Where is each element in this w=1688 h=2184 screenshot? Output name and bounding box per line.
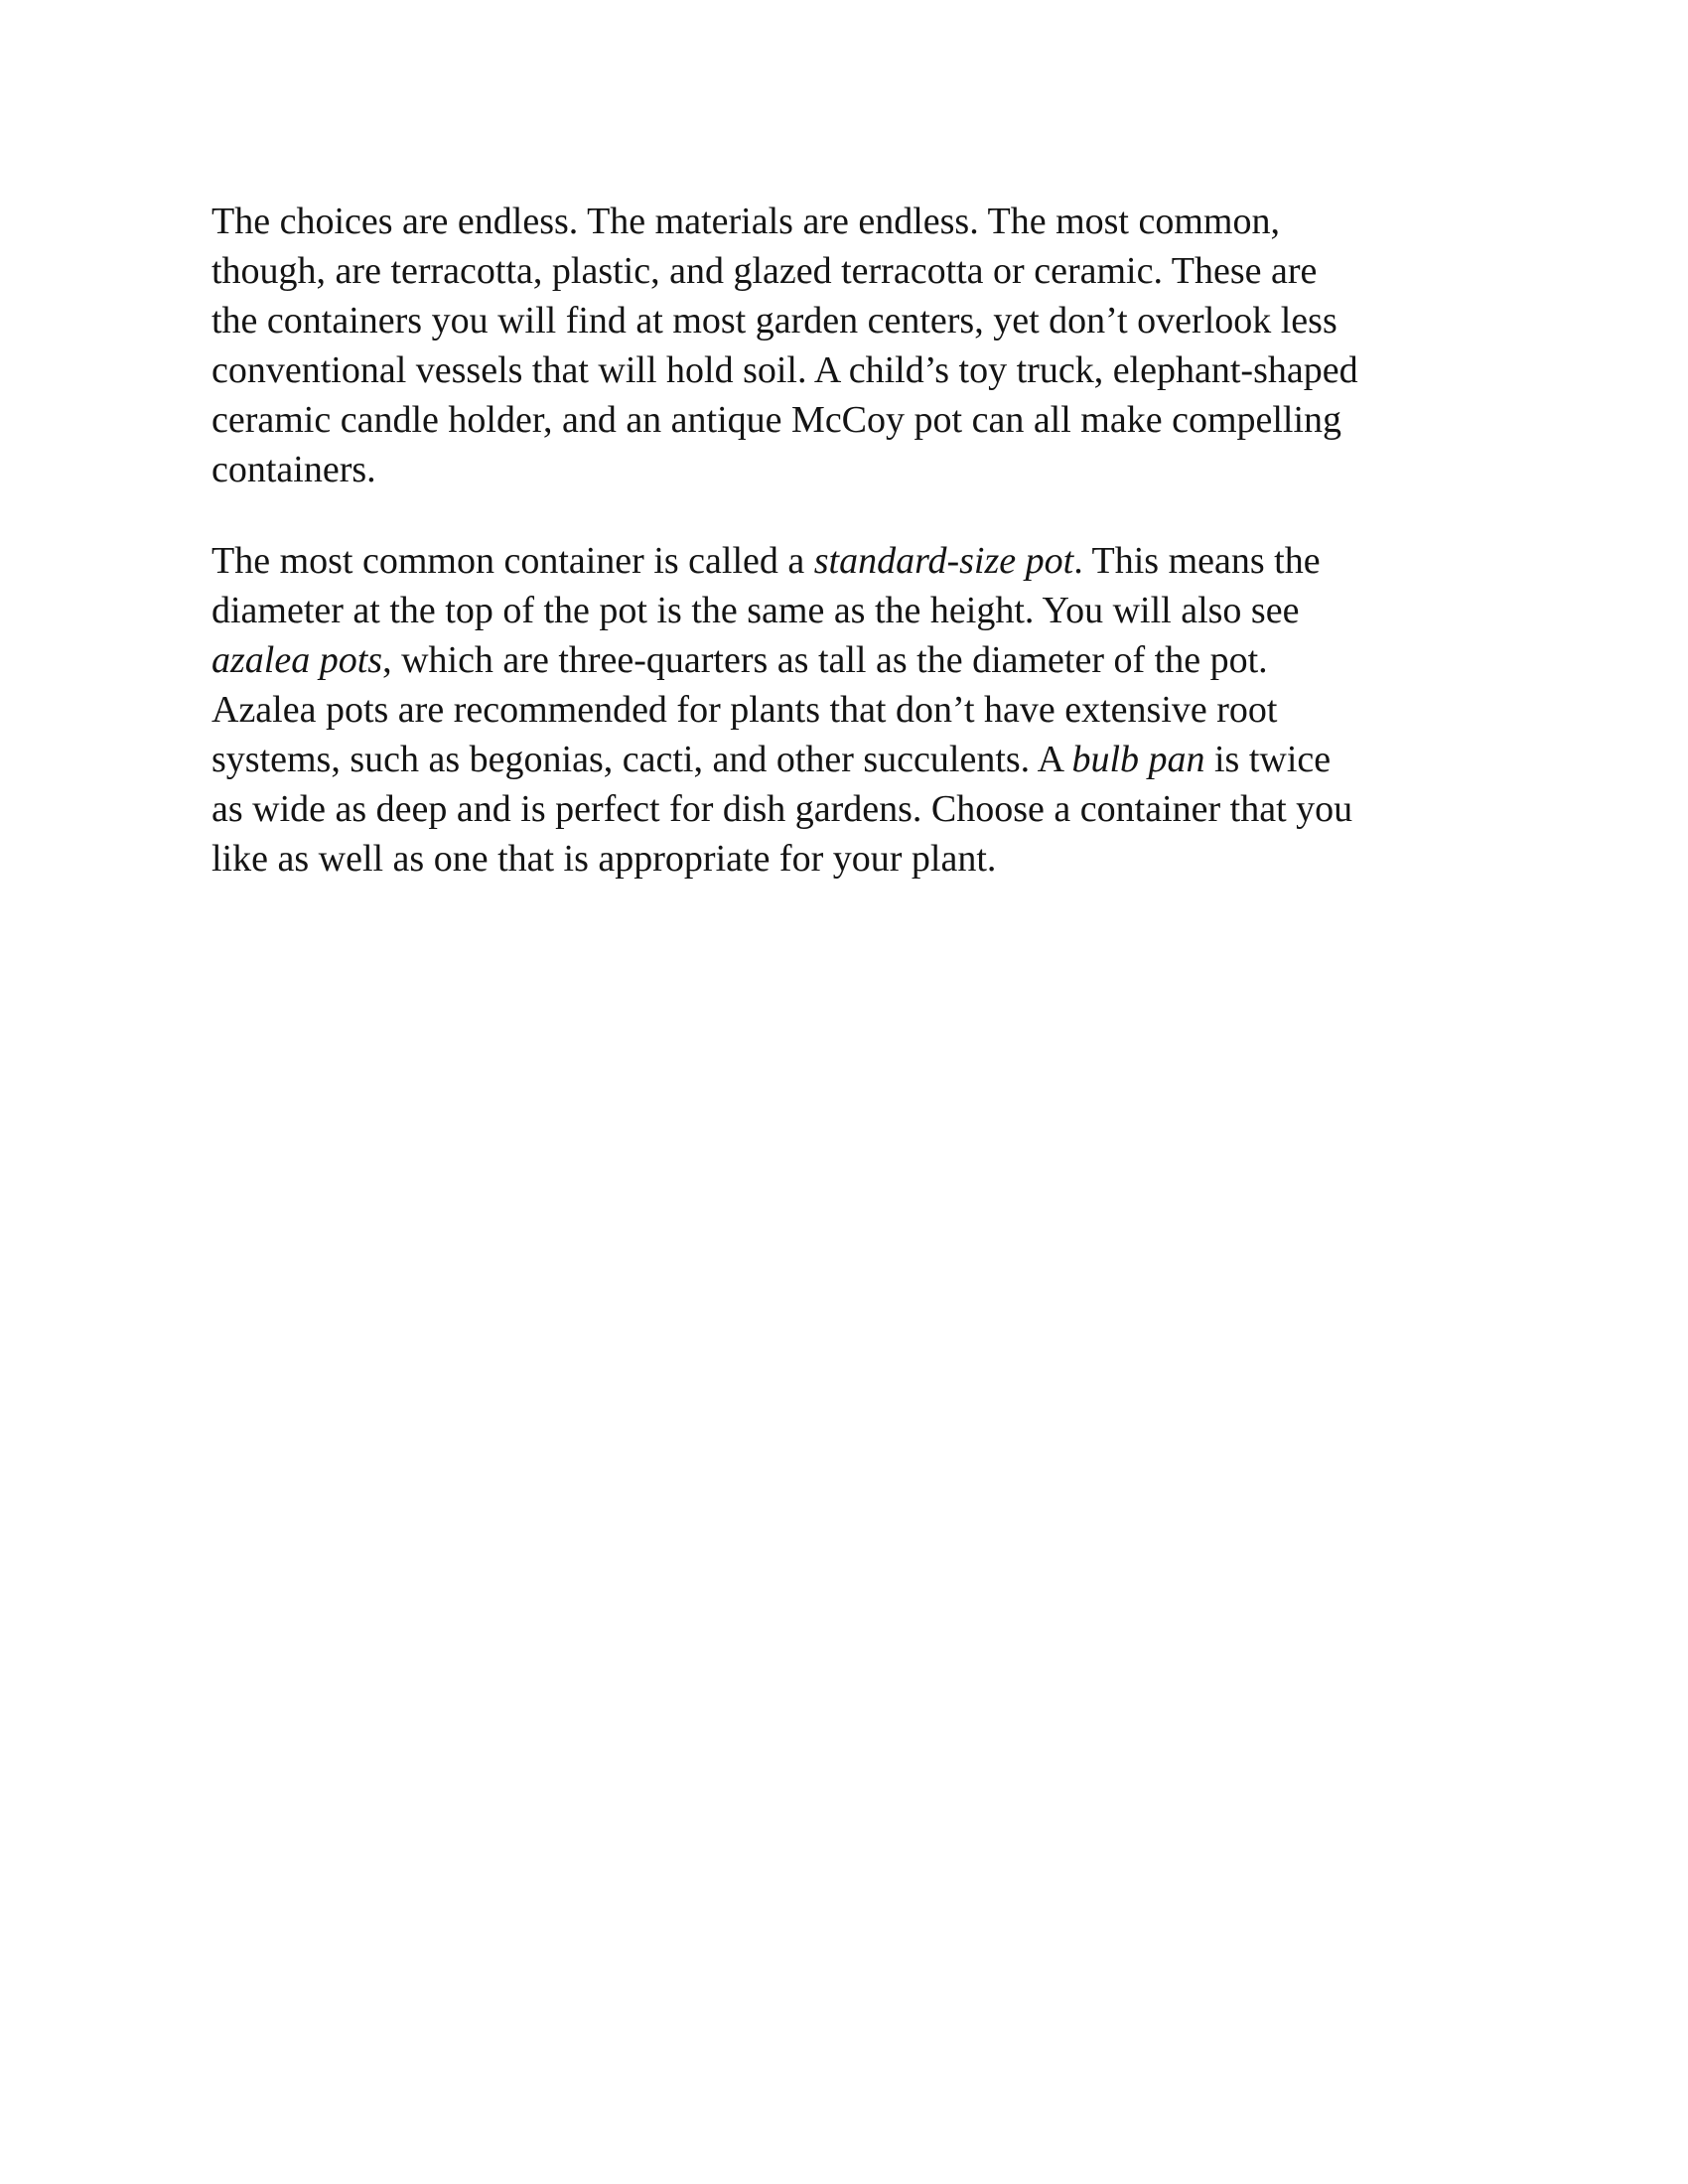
- text-run: though, are terracotta, plastic, and glazed terracotta or ceramic. These are: [211, 250, 1318, 292]
- paragraph-1: [211, 197, 1502, 494]
- body-text: [211, 197, 1502, 925]
- text-run: is twice: [1204, 739, 1332, 780]
- text-line: [211, 197, 1502, 246]
- text-run: The choices are endless. The materials are endless. The most common,: [211, 201, 1280, 242]
- text-line: [211, 784, 1502, 834]
- text-line: [211, 586, 1502, 635]
- text-line: [211, 834, 1502, 884]
- text-run: The most common container is called a: [211, 540, 814, 582]
- text-run: like as well as one that is appropriate for your plant.: [211, 838, 997, 880]
- text-run: containers.: [211, 449, 376, 490]
- text-run: conventional vessels that will hold soil. A child’s toy truck, elephant-shaped: [211, 349, 1358, 391]
- text-line: [211, 635, 1502, 685]
- text-line: [211, 345, 1502, 395]
- italic-term: bulb pan: [1071, 739, 1205, 780]
- text-run: , which are three-quarters as tall as the diameter of the pot.: [382, 639, 1268, 681]
- text-run: as wide as deep and is perfect for dish gardens. Choose a container that you: [211, 788, 1353, 830]
- paragraph-2: [211, 536, 1502, 884]
- text-line: [211, 246, 1502, 296]
- text-run: diameter at the top of the pot is the same as the height. You will also see: [211, 590, 1300, 631]
- italic-term: standard-size pot: [813, 540, 1074, 582]
- text-line: [211, 735, 1502, 784]
- text-run: systems, such as begonias, cacti, and other succulents. A: [211, 739, 1072, 780]
- text-run: . This means the: [1073, 540, 1321, 582]
- text-line: [211, 395, 1502, 445]
- text-line: [211, 445, 1502, 494]
- text-line: [211, 536, 1502, 586]
- text-line: [211, 296, 1502, 345]
- text-line: [211, 685, 1502, 735]
- text-run: ceramic candle holder, and an antique McCoy pot can all make compelling: [211, 399, 1342, 441]
- italic-term: azalea pots: [211, 639, 383, 681]
- text-run: Azalea pots are recommended for plants that don’t have extensive root: [211, 689, 1278, 731]
- text-run: the containers you will find at most garden centers, yet don’t overlook less: [211, 300, 1337, 341]
